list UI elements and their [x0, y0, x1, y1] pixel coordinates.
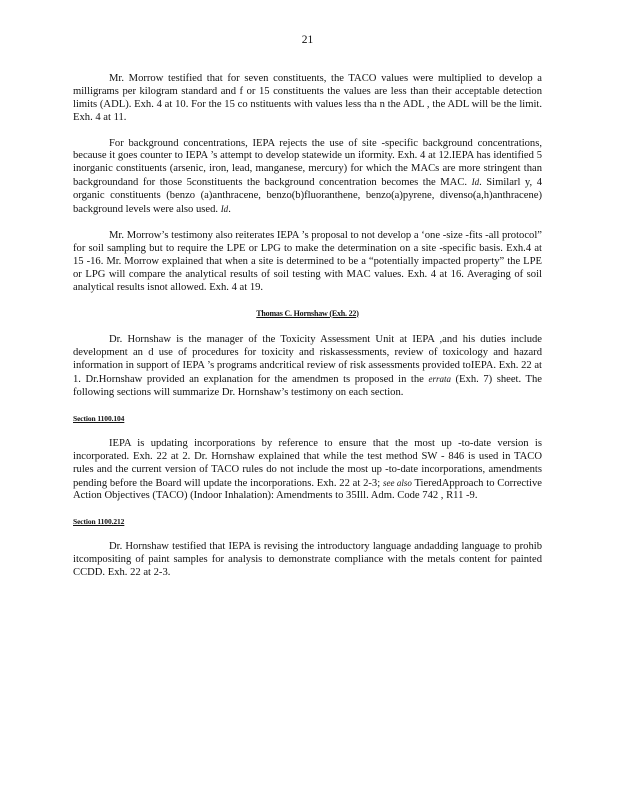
citation-id: Id [220, 204, 229, 215]
paragraph-text: TieredApproach to Corrective Action Objectives (TACO) (Indoor Inhalation): Amendments to 35Ill. Adm. Code 742 , R11 -9. [73, 477, 542, 502]
paragraph-incorporations [73, 438, 542, 504]
section-heading-1100-104: Section 1100.104 [73, 413, 125, 423]
paragraph-text: Dr. Hornshaw is the manager of the Toxicity Assessment Unit at IEPA ,and his duties include development an d use of procedures for toxicity and riskassessments, review of toxicology and hazard information in support of IEPA ’s programs andcritical review of risk assessments provided toIEPA. Exh. 22 at 1. Dr.Hornshaw provided an explanation for the amendmen ts proposed in the [73, 334, 542, 386]
page-number: 21 [301, 34, 314, 46]
section-heading-1100-212: Section 1100.212 [73, 517, 125, 527]
witness-heading: Thomas C. Hornshaw (Exh. 22) [256, 308, 359, 318]
paragraph-text: IEPA is updating incorporations by reference to ensure that the most up -to-date version is incorporated. Exh. 22 at 2. Dr. Hornshaw explained that while the test method SW - 846 is used in TACO rules and the current version of TACO rules do not include the most up -to-date incorporations, amendments pending before the Board will update the incorporations. Exh. 22 at 2-3; [73, 437, 542, 489]
see-also-italic: see also [382, 477, 412, 488]
paragraph-text: . [228, 204, 231, 216]
citation-id: Id [471, 177, 480, 188]
errata-italic: errata [428, 374, 451, 385]
paragraph-paint-samples: Dr. Hornshaw testified that IEPA is revising the introductory language andadding language to prohib itcompositing of paint samples for analysis to demonstrate compliance with the metals content for painted CCDD. Exh. 22 at 2-3. [73, 541, 542, 579]
paragraph-hornshaw-intro [73, 334, 542, 400]
paragraph-background-concentrations [73, 138, 542, 217]
paragraph-morrow-taco-values: Mr. Morrow testified that for seven constituents, the TACO values were multiplied to develop a milligrams per kilogram standard and f or 15 constituents the values are less than their acceptable detection limits (ADL). Exh. 4 at 10. For the 15 co nstituents with values less tha n the ADL , the ADL will be the limit. Exh. 4 at 11. [73, 72, 542, 123]
paragraph-text: . Similarl y, 4 organic constituents (benzo (a)anthracene, benzo(b)fluoranthene, benzo(a)pyrene, divenso(a,h)anthracene) background levels were also used. [73, 177, 542, 216]
paragraph-text: (Exh. 7) sheet. The following sections will summarize Dr. Hornshaw’s testimony on each section. [73, 374, 542, 399]
paragraph-soil-sampling: Mr. Morrow’s testimony also reiterates IEPA ’s proposal to not develop a ‘one -size -fits -all protocol” for soil sampling but to require the LPE or LPG to make the determination on a site -specific basis. Exh.4 at 15 -16. Mr. Morrow explained that when a site is determined to be a “potentially impacted property” the LPE or LPG will compare the analytical results of soil testing with MAC values. Exh. 4 at 16. Averaging of soil analytical results isnot allowed. Exh. 4 at 19. [73, 229, 542, 293]
paragraph-text: For background concentrations, IEPA rejects the use of site -specific background concentrations, because it goes counter to IEPA ’s attempt to develop statewide un iformity. Exh. 4 at 12.IEPA has identified 5 inorganic constituents (arsenic, iron, lead, manganese, mercury) for which the MACs are more stringent than backgroundand for those 5constituents the background concentration becomes the MAC. [73, 137, 542, 189]
